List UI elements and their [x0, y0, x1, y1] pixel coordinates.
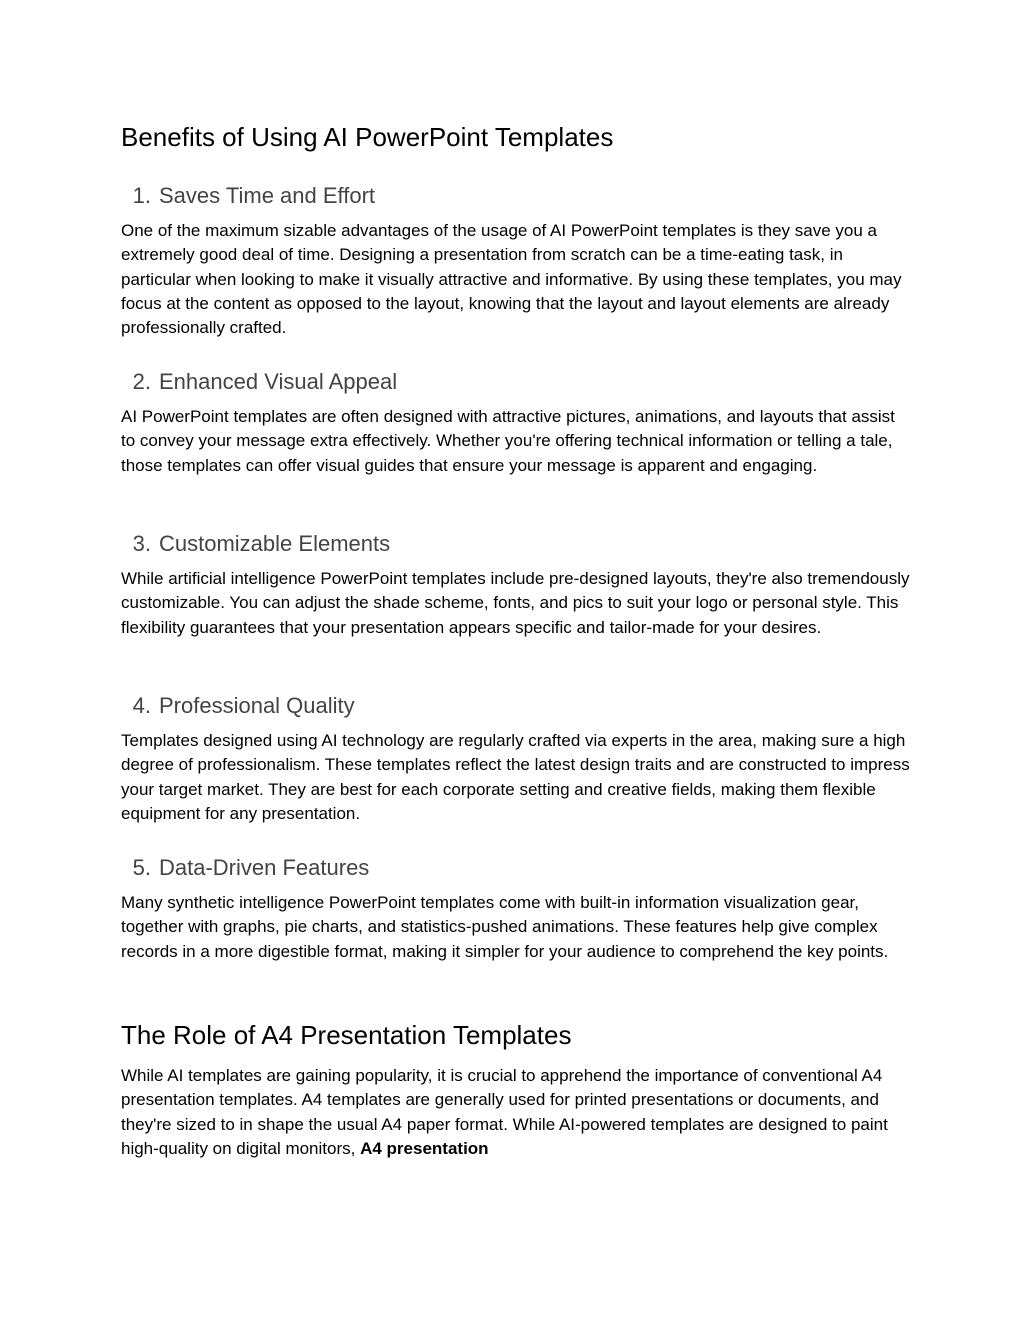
role-paragraph-text: While AI templates are gaining popularity, it is crucial to apprehend the importance of conventional A4 presentation templates. A4 templates are generally used for printed presentations or documents, and they're sized to in shape the usual A4 paper format. While AI-powered templates are designed to paint high-quality on digital monitors,	[121, 1066, 888, 1158]
section-title-3: Customizable Elements	[159, 531, 391, 556]
section-heading-2	[121, 368, 397, 396]
heading-benefits: Benefits of Using AI PowerPoint Templates	[121, 122, 614, 152]
section-title-5: Data-Driven Features	[159, 855, 370, 880]
section-number-3: 3.	[132, 531, 151, 556]
section-body-3: While artificial intelligence PowerPoint templates include pre-designed layouts, they're also tremendously customizable. You can adjust the shade scheme, fonts, and pics to suit your logo or personal style. This flexibility guarantees that your presentation appears specific and tailor-made for your desires.	[121, 569, 910, 637]
role-paragraph-bold: A4 presentation	[360, 1138, 489, 1158]
section-number-5: 5.	[132, 855, 151, 880]
section-title-4: Professional Quality	[159, 693, 355, 718]
heading-role: The Role of A4 Presentation Templates	[121, 1020, 572, 1050]
section-title-1: Saves Time and Effort	[159, 183, 376, 208]
role-paragraph	[121, 1064, 911, 1161]
section-body-2: AI PowerPoint templates are often designed with attractive pictures, animations, and layouts that assist to convey your message extra effectively. Whether you're offering technical information or telling a tale, those templates can offer visual guides that ensure your message is apparent and engaging.	[121, 407, 895, 475]
section-heading-3	[121, 530, 390, 558]
section-heading-5	[121, 854, 369, 882]
section-body-1: One of the maximum sizable advantages of the usage of AI PowerPoint templates is they save you a extremely good deal of time. Designing a presentation from scratch can be a time-eating task, in particular when looking to make it visually attractive and informative. By using these templates, you may focus at the content as opposed to the layout, knowing that the layout and layout elements are already professionally crafted.	[121, 221, 902, 338]
section-number-4: 4.	[132, 693, 151, 718]
section-number-2: 2.	[132, 369, 151, 394]
section-title-2: Enhanced Visual Appeal	[159, 369, 398, 394]
section-body-4: Templates designed using AI technology are regularly crafted via experts in the area, making sure a high degree of professionalism. These templates reflect the latest design traits and are constructed to impress your target market. They are best for each corporate setting and creative fields, making them flexible equipment for any presentation.	[121, 731, 910, 823]
section-heading-4	[121, 692, 355, 720]
section-body-5: Many synthetic intelligence PowerPoint templates come with built-in information visualization gear, together with graphs, pie charts, and statistics-pushed animations. These features help give complex records in a more digestible format, making it simpler for your audience to comprehend the key points.	[121, 893, 889, 961]
section-number-1: 1.	[132, 183, 151, 208]
section-heading-1	[121, 182, 375, 210]
